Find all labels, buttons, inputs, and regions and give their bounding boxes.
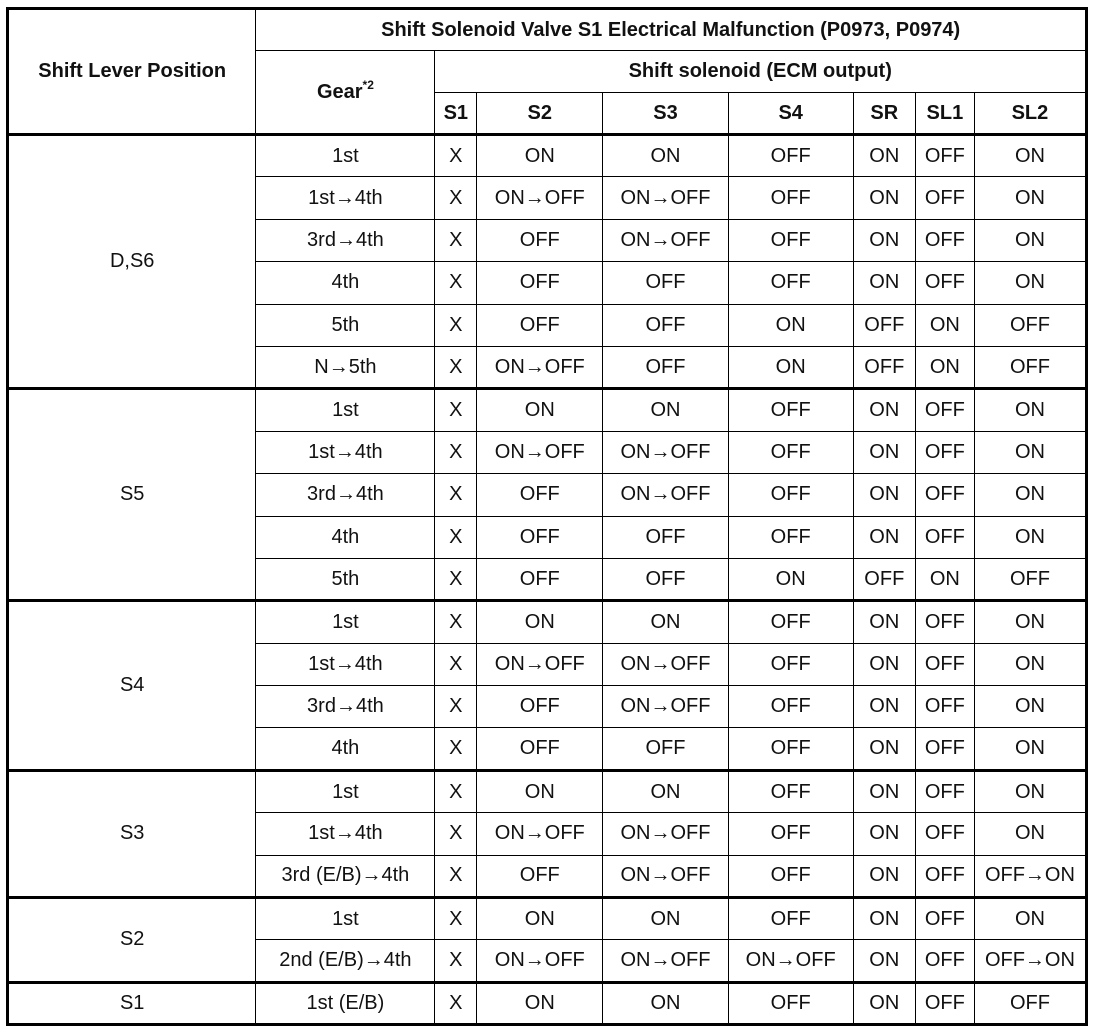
- gear-header-label: Gear: [316, 80, 363, 103]
- solenoid-sl2-cell: OFF→ON: [974, 855, 1086, 897]
- gear-cell: 1st→4th: [256, 643, 435, 685]
- solenoid-s4-cell: OFF: [728, 855, 853, 897]
- solenoid-sl1-cell: OFF: [915, 855, 974, 897]
- solenoid-sl1-cell: OFF: [915, 219, 974, 261]
- solenoid-sl2-cell: ON: [974, 728, 1086, 770]
- solenoid-sr-cell: ON: [853, 262, 915, 304]
- solenoid-sl1-cell: OFF: [915, 474, 974, 516]
- solenoid-sl2-cell: OFF: [974, 304, 1086, 346]
- solenoid-s1-cell: X: [435, 601, 477, 643]
- solenoid-sl1-cell: OFF: [915, 516, 974, 558]
- solenoid-s1-cell: X: [435, 304, 477, 346]
- solenoid-sl1-cell: OFF: [915, 177, 974, 219]
- solenoid-sl1-cell: OFF: [915, 940, 974, 982]
- solenoid-sr-cell: ON: [853, 855, 915, 897]
- solenoid-s4-cell: ON: [728, 304, 853, 346]
- solenoid-sl2-cell: ON: [974, 219, 1086, 261]
- solenoid-sl1-cell: ON: [915, 558, 974, 600]
- gear-cell: 5th: [256, 304, 435, 346]
- table-row: [8, 601, 1087, 643]
- solenoid-sl2-cell: ON: [974, 177, 1086, 219]
- solenoid-sl2-cell: ON: [974, 601, 1086, 643]
- solenoid-s3-cell: ON: [603, 982, 728, 1024]
- solenoid-s4-cell: OFF: [728, 516, 853, 558]
- solenoid-sl2-cell: ON: [974, 770, 1086, 812]
- solenoid-sr-cell: ON: [853, 135, 915, 177]
- solenoid-sl2-cell: ON: [974, 135, 1086, 177]
- solenoid-s4-cell: OFF: [728, 474, 853, 516]
- table-body: [8, 135, 1087, 1025]
- shift-lever-position-cell: S2: [8, 898, 256, 983]
- table-row: [8, 389, 1087, 431]
- solenoid-s1-cell: X: [435, 135, 477, 177]
- solenoid-s3-cell: ON→OFF: [603, 177, 728, 219]
- column-header-s4: S4: [728, 93, 853, 135]
- solenoid-s2-cell: ON: [477, 389, 603, 431]
- solenoid-s4-cell: OFF: [728, 135, 853, 177]
- solenoid-sl2-cell: ON: [974, 898, 1086, 940]
- solenoid-s4-cell: ON: [728, 558, 853, 600]
- solenoid-s3-cell: ON: [603, 389, 728, 431]
- solenoid-s3-cell: ON→OFF: [603, 431, 728, 473]
- table-row: [8, 770, 1087, 812]
- solenoid-s2-cell: ON→OFF: [477, 346, 603, 388]
- solenoid-s3-cell: OFF: [603, 728, 728, 770]
- solenoid-sl2-cell: ON: [974, 643, 1086, 685]
- solenoid-sl2-cell: ON: [974, 516, 1086, 558]
- column-header-sl2: SL2: [974, 93, 1086, 135]
- solenoid-sr-cell: ON: [853, 898, 915, 940]
- solenoid-sl2-cell: OFF: [974, 982, 1086, 1024]
- solenoid-s3-cell: ON: [603, 601, 728, 643]
- column-header-s1: S1: [435, 93, 477, 135]
- column-header-sl1: SL1: [915, 93, 974, 135]
- gear-cell: 1st (E/B): [256, 982, 435, 1024]
- solenoid-sr-cell: ON: [853, 389, 915, 431]
- solenoid-s3-cell: OFF: [603, 262, 728, 304]
- shift-lever-position-cell: S1: [8, 982, 256, 1024]
- solenoid-sl1-cell: OFF: [915, 601, 974, 643]
- solenoid-s3-cell: OFF: [603, 558, 728, 600]
- solenoid-s1-cell: X: [435, 219, 477, 261]
- solenoid-s2-cell: OFF: [477, 558, 603, 600]
- solenoid-s2-cell: OFF: [477, 474, 603, 516]
- solenoid-s4-cell: OFF: [728, 643, 853, 685]
- solenoid-sl1-cell: OFF: [915, 262, 974, 304]
- column-header-s3: S3: [603, 93, 728, 135]
- solenoid-sr-cell: ON: [853, 516, 915, 558]
- solenoid-s3-cell: ON→OFF: [603, 643, 728, 685]
- solenoid-s2-cell: ON: [477, 898, 603, 940]
- solenoid-s4-cell: OFF: [728, 982, 853, 1024]
- solenoid-s1-cell: X: [435, 177, 477, 219]
- solenoid-sr-cell: ON: [853, 643, 915, 685]
- solenoid-sr-cell: ON: [853, 728, 915, 770]
- gear-cell: 3rd→4th: [256, 474, 435, 516]
- solenoid-sr-cell: ON: [853, 686, 915, 728]
- table-row: [8, 982, 1087, 1024]
- solenoid-s1-cell: X: [435, 389, 477, 431]
- shift-lever-position-cell: S3: [8, 770, 256, 897]
- gear-cell: 3rd→4th: [256, 686, 435, 728]
- solenoid-s3-cell: ON→OFF: [603, 686, 728, 728]
- solenoid-sl2-cell: ON: [974, 474, 1086, 516]
- solenoid-sl1-cell: OFF: [915, 431, 974, 473]
- solenoid-s3-cell: OFF: [603, 346, 728, 388]
- solenoid-s4-cell: OFF: [728, 262, 853, 304]
- shift-lever-position-cell: D,S6: [8, 135, 256, 389]
- solenoid-sr-cell: ON: [853, 601, 915, 643]
- solenoid-sr-cell: ON: [853, 982, 915, 1024]
- solenoid-s3-cell: ON→OFF: [603, 474, 728, 516]
- shift-lever-position-cell: S5: [8, 389, 256, 601]
- solenoid-sl1-cell: OFF: [915, 728, 974, 770]
- solenoid-sl2-cell: OFF: [974, 346, 1086, 388]
- gear-cell: 1st: [256, 389, 435, 431]
- solenoid-s3-cell: ON→OFF: [603, 219, 728, 261]
- solenoid-sl1-cell: OFF: [915, 982, 974, 1024]
- solenoid-s2-cell: OFF: [477, 219, 603, 261]
- column-header-sr: SR: [853, 93, 915, 135]
- gear-cell: 3rd (E/B)→4th: [256, 855, 435, 897]
- solenoid-sr-cell: ON: [853, 940, 915, 982]
- solenoid-sr-cell: OFF: [853, 346, 915, 388]
- gear-cell: 3rd→4th: [256, 219, 435, 261]
- solenoid-sr-cell: ON: [853, 813, 915, 855]
- solenoid-s4-cell: ON→OFF: [728, 940, 853, 982]
- solenoid-s1-cell: X: [435, 516, 477, 558]
- gear-cell: 1st: [256, 898, 435, 940]
- solenoid-s2-cell: ON: [477, 982, 603, 1024]
- solenoid-sl1-cell: OFF: [915, 643, 974, 685]
- solenoid-sl1-cell: OFF: [915, 686, 974, 728]
- table-title: Shift Solenoid Valve S1 Electrical Malfunction (P0973, P0974): [256, 9, 1087, 51]
- shift-solenoid-header: Shift solenoid (ECM output): [435, 51, 1087, 93]
- gear-cell: 2nd (E/B)→4th: [256, 940, 435, 982]
- solenoid-sl1-cell: OFF: [915, 813, 974, 855]
- solenoid-s3-cell: ON→OFF: [603, 855, 728, 897]
- table-row: [8, 135, 1087, 177]
- solenoid-sr-cell: OFF: [853, 304, 915, 346]
- solenoid-s4-cell: OFF: [728, 601, 853, 643]
- gear-footnote-mark: *2: [362, 77, 374, 92]
- solenoid-sl2-cell: ON: [974, 262, 1086, 304]
- solenoid-s4-cell: OFF: [728, 686, 853, 728]
- solenoid-s2-cell: ON→OFF: [477, 813, 603, 855]
- solenoid-s4-cell: OFF: [728, 728, 853, 770]
- solenoid-sl1-cell: OFF: [915, 389, 974, 431]
- solenoid-s2-cell: OFF: [477, 686, 603, 728]
- solenoid-s1-cell: X: [435, 770, 477, 812]
- solenoid-sl1-cell: ON: [915, 304, 974, 346]
- solenoid-s1-cell: X: [435, 643, 477, 685]
- solenoid-sl2-cell: ON: [974, 389, 1086, 431]
- gear-cell: 4th: [256, 262, 435, 304]
- solenoid-s3-cell: OFF: [603, 304, 728, 346]
- solenoid-s2-cell: ON→OFF: [477, 431, 603, 473]
- solenoid-s2-cell: ON: [477, 135, 603, 177]
- gear-cell: 1st: [256, 770, 435, 812]
- solenoid-s3-cell: OFF: [603, 516, 728, 558]
- gear-cell: 5th: [256, 558, 435, 600]
- solenoid-s1-cell: X: [435, 262, 477, 304]
- solenoid-sl1-cell: OFF: [915, 898, 974, 940]
- solenoid-s4-cell: OFF: [728, 770, 853, 812]
- solenoid-sl2-cell: ON: [974, 431, 1086, 473]
- gear-cell: 4th: [256, 728, 435, 770]
- shift-solenoid-table: [6, 7, 1088, 1026]
- solenoid-s1-cell: X: [435, 558, 477, 600]
- solenoid-s1-cell: X: [435, 431, 477, 473]
- solenoid-s1-cell: X: [435, 982, 477, 1024]
- column-header-s2: S2: [477, 93, 603, 135]
- solenoid-s1-cell: X: [435, 940, 477, 982]
- solenoid-s2-cell: OFF: [477, 855, 603, 897]
- solenoid-sl2-cell: OFF: [974, 558, 1086, 600]
- solenoid-s3-cell: ON→OFF: [603, 940, 728, 982]
- gear-cell: 1st→4th: [256, 813, 435, 855]
- solenoid-s4-cell: OFF: [728, 389, 853, 431]
- gear-cell: 1st→4th: [256, 431, 435, 473]
- solenoid-s2-cell: OFF: [477, 728, 603, 770]
- solenoid-s2-cell: ON→OFF: [477, 177, 603, 219]
- gear-cell: 4th: [256, 516, 435, 558]
- solenoid-s2-cell: OFF: [477, 262, 603, 304]
- solenoid-sl2-cell: ON: [974, 686, 1086, 728]
- solenoid-sr-cell: OFF: [853, 558, 915, 600]
- gear-cell: 1st→4th: [256, 177, 435, 219]
- solenoid-s2-cell: ON: [477, 601, 603, 643]
- solenoid-s2-cell: OFF: [477, 516, 603, 558]
- solenoid-s2-cell: OFF: [477, 304, 603, 346]
- solenoid-s3-cell: ON→OFF: [603, 813, 728, 855]
- solenoid-sr-cell: ON: [853, 474, 915, 516]
- shift-lever-position-header: Shift Lever Position: [8, 9, 256, 135]
- solenoid-s4-cell: OFF: [728, 813, 853, 855]
- solenoid-s2-cell: ON→OFF: [477, 940, 603, 982]
- gear-cell: 1st: [256, 135, 435, 177]
- solenoid-s1-cell: X: [435, 855, 477, 897]
- table-row: [8, 898, 1087, 940]
- solenoid-s2-cell: ON→OFF: [477, 643, 603, 685]
- solenoid-s3-cell: ON: [603, 898, 728, 940]
- solenoid-sl2-cell: OFF→ON: [974, 940, 1086, 982]
- solenoid-s1-cell: X: [435, 813, 477, 855]
- gear-cell: 1st: [256, 601, 435, 643]
- solenoid-s4-cell: OFF: [728, 219, 853, 261]
- solenoid-sl2-cell: ON: [974, 813, 1086, 855]
- solenoid-s4-cell: OFF: [728, 431, 853, 473]
- solenoid-s1-cell: X: [435, 474, 477, 516]
- shift-lever-position-cell: S4: [8, 601, 256, 771]
- solenoid-s3-cell: ON: [603, 135, 728, 177]
- solenoid-s1-cell: X: [435, 346, 477, 388]
- solenoid-sr-cell: ON: [853, 219, 915, 261]
- gear-cell: N→5th: [256, 346, 435, 388]
- solenoid-s4-cell: ON: [728, 346, 853, 388]
- solenoid-sr-cell: ON: [853, 177, 915, 219]
- solenoid-sr-cell: ON: [853, 770, 915, 812]
- solenoid-s4-cell: OFF: [728, 898, 853, 940]
- solenoid-sl1-cell: ON: [915, 346, 974, 388]
- solenoid-sr-cell: ON: [853, 431, 915, 473]
- gear-header: [256, 51, 435, 135]
- solenoid-s2-cell: ON: [477, 770, 603, 812]
- solenoid-sl1-cell: OFF: [915, 770, 974, 812]
- solenoid-sl1-cell: OFF: [915, 135, 974, 177]
- solenoid-s4-cell: OFF: [728, 177, 853, 219]
- solenoid-s1-cell: X: [435, 898, 477, 940]
- solenoid-s3-cell: ON: [603, 770, 728, 812]
- solenoid-s1-cell: X: [435, 686, 477, 728]
- solenoid-s1-cell: X: [435, 728, 477, 770]
